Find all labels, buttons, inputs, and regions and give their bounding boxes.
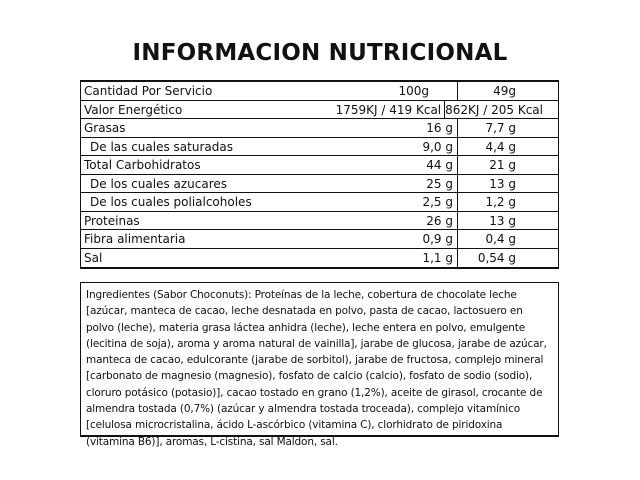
page-title: INFORMACION NUTRICIONAL [132,40,508,66]
row-label: De los cuales polialcoholes [90,195,252,209]
table-header-row [81,82,558,101]
row-value-serving: 7,7 g [485,121,516,135]
row-value-100g: 9,0 g [301,138,458,156]
header-col1: 100g [301,82,458,100]
table-row [81,230,558,249]
table-row [81,156,558,175]
table-row [81,138,558,157]
row-value-serving: 0,4 g [485,232,516,246]
row-label: Proteinas [84,213,140,228]
table-row [81,193,558,212]
ingredients-text: Ingredientes (Sabor Choconuts): Proteínas de la leche, cobertura de chocolate leche [azúcar, manteca de cacao, leche desnatada en polvo, pasta de cacao, lactosuero en polvo (leche), materia grasa láctea anhidra (leche), leche entera en polvo, emulgente (lecitina de soja), aroma y aroma natural de vainilla], jarabe de glucosa, jarabe de azúcar, manteca de cacao, edulcorante (jarabe de sorbitol), jarabe de fructosa, complejo mineral [carbonato de magnesio (magnesio), fosfato de calcio (calcio), fosfato de sodio (sodio), cloruro potásico (potasio)], cacao tostado en grano (1,2%), aceite de girasol, crocante de almendra tostada (0,7%) (azúcar y almendra tostada troceada), complejo vitamínico [celulosa microcristalina, ácido L-ascórbico (vitamina C), clorhidrato de piridoxina (vitamina B6)], aromas, L-cistina, sal Maldon, sal. [80,282,559,437]
row-value-serving: 13 g [489,176,516,191]
row-value-100g: 16 g [301,119,458,137]
row-value-100g: 26 g [301,212,458,230]
row-value-100g: 44 g [301,156,458,174]
row-value-100g: 1759KJ / 419 Kcal [293,101,445,119]
row-value-serving: 13 g [489,213,516,228]
row-value-100g: 25 g [301,175,458,193]
row-value-100g: 2,5 g [301,193,458,211]
table-row [81,101,558,120]
nutrition-table [80,80,559,269]
table-row [81,119,558,138]
row-label: Grasas [84,121,126,135]
row-value-serving: 21 g [489,158,516,172]
row-value-100g: 0,9 g [301,230,458,248]
row-value-serving: 4,4 g [485,139,516,154]
row-value-serving: 862KJ / 205 Kcal [445,102,543,117]
row-label: Total Carbohidratos [84,158,201,172]
table-row [81,212,558,231]
row-label: De los cuales azucares [90,176,228,191]
table-row [81,249,558,268]
row-value-serving: 0,54 g [477,250,516,265]
header-col2: 49g [493,84,516,98]
row-label: Sal [84,250,103,265]
row-label: Valor Energético [84,102,183,117]
table-row [81,175,558,194]
header-label: Cantidad Por Servicio [84,84,213,98]
row-value-serving: 1,2 g [485,195,516,209]
row-value-100g: 1,1 g [301,249,458,268]
row-label: De las cuales saturadas [90,139,233,154]
row-label: Fibra alimentaria [84,232,186,246]
